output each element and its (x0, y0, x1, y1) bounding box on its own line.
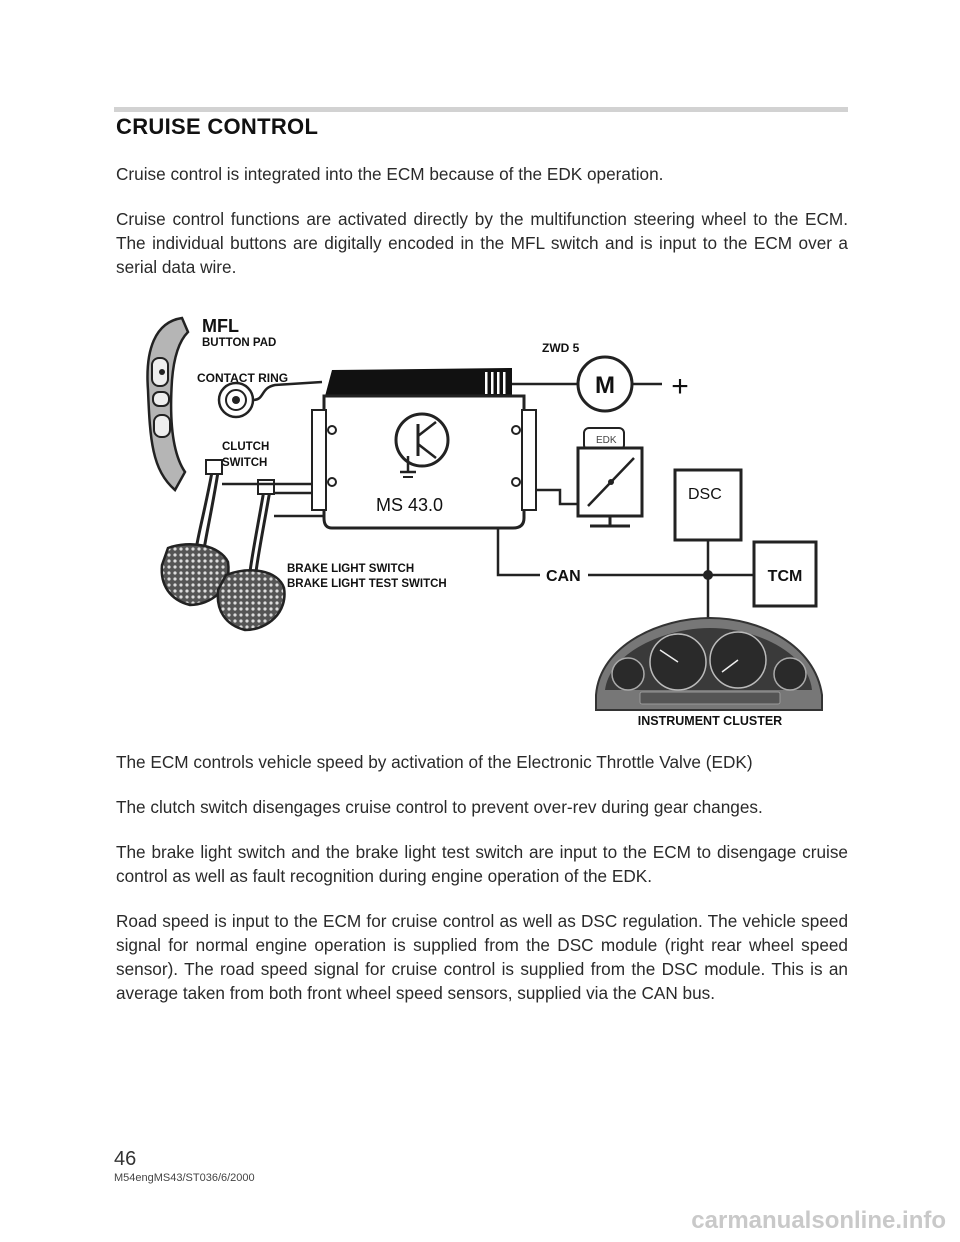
contact-ring-label: CONTACT RING (197, 371, 289, 385)
brake-paragraph: The brake light switch and the brake light test switch are input to the ECM to disengage cruise control as well as fault recognition during engine operation of the EDK. (116, 842, 848, 886)
document-code: M54engMS43/ST036/6/2000 (114, 1172, 255, 1184)
brake-light-test-switch-label: BRAKE LIGHT TEST SWITCH (287, 578, 447, 590)
dsc-module (675, 470, 741, 540)
tcm-label: TCM (767, 568, 803, 585)
plus-label: + (671, 370, 689, 403)
motor-label: M (595, 372, 615, 399)
ecm-label: MS 43.0 (376, 495, 444, 515)
page-heading: CRUISE CONTROL (116, 114, 319, 139)
site-watermark: carmanualsonline.info (691, 1207, 946, 1234)
brake-light-switch-label: BRAKE LIGHT SWITCH (287, 563, 415, 575)
clutch-switch-label-line2: SWITCH (222, 457, 268, 469)
edk-paragraph: The ECM controls vehicle speed by activation of the Electronic Throttle Valve (EDK) (116, 752, 753, 772)
cruise-control-diagram (100, 300, 860, 740)
contact-ring (219, 382, 322, 417)
mfl-label: MFL (202, 316, 239, 336)
clutch-switch-label-line1: CLUTCH (222, 441, 270, 453)
mfl-button-pad (147, 318, 188, 490)
instrument-cluster-label: INSTRUMENT CLUSTER (637, 714, 783, 728)
instrument-cluster (596, 618, 822, 710)
heading-rule (114, 107, 848, 112)
intro-paragraph: Cruise control is integrated into the ECM because of the EDK operation. (116, 164, 664, 184)
mfl-paragraph: Cruise control functions are activated directly by the multifunction steering wheel to the ECM. The individual buttons are digitally encoded in the MFL switch and is input to the ECM over a serial data wire. (116, 209, 848, 277)
road-speed-paragraph: Road speed is input to the ECM for cruise control as well as DSC regulation. The vehicle speed signal for normal engine operation is supplied from the DSC module (right rear wheel speed sensor). The road speed signal for cruise control is supplied from the DSC module. This is an average taken from both front wheel speed sensors, supplied via the CAN bus. (116, 911, 848, 1003)
can-label: CAN (546, 568, 581, 585)
zwd5-label: ZWD 5 (542, 341, 580, 355)
page-number: 46 (114, 1148, 137, 1170)
dsc-label: DSC (688, 486, 722, 503)
brake-pedal (218, 480, 285, 630)
clutch-paragraph: The clutch switch disengages cruise control to prevent over-rev during gear changes. (116, 797, 763, 817)
edk-label: EDK (596, 435, 617, 446)
button-pad-label: BUTTON PAD (202, 337, 277, 349)
